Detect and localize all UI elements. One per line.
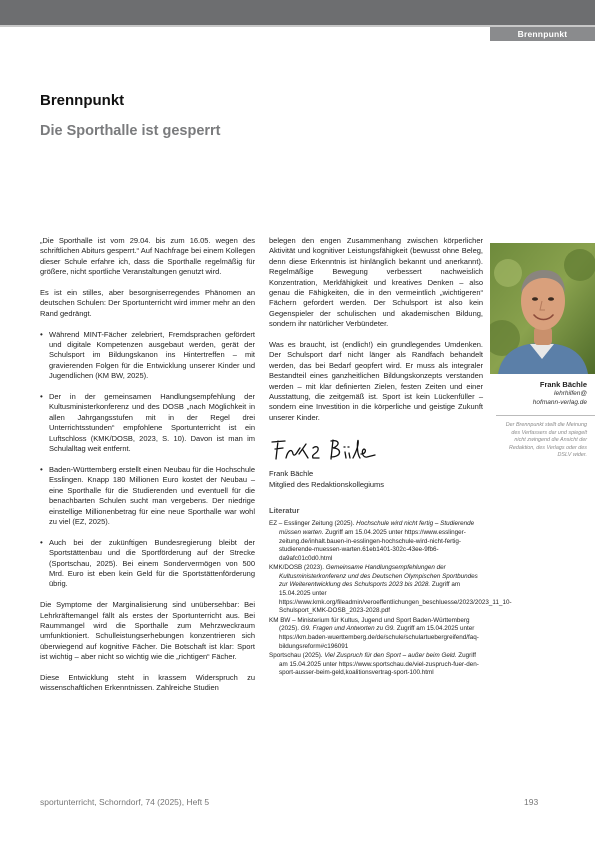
reference-item: EZ – Esslinger Zeitung (2025). Hochschule wird nicht fertig – Studierende müssen warten. Zugriff am 15.04.2025 unter https://www.esslinger-zeitung.de/inhalt.bauen-in-esslingen-hochschule-wird-nicht-fertig-studierende-muessen-warten.61eb1401-302c-43ee-9fb6-da9afc01c0d0.html	[269, 520, 475, 562]
author-signature-role: Mitglied des Redaktionskollegiums	[269, 479, 385, 489]
author-photo	[490, 243, 595, 374]
text-column-right	[269, 236, 512, 679]
author-sidebar	[490, 243, 595, 460]
paragraph: Diese Entwicklung steht in krassem Widerspruch zu wissenschaftlichen Erkenntnissen. Zahlreiche Studien	[40, 672, 255, 693]
references-heading: Literatur	[269, 505, 300, 515]
reference-item: Sportschau (2025). Viel Zuspruch für den Sport – außer beim Geld. Zugriff am 15.04.2025 unter https://www.sportschau.de/viel-zuspruch-fuer-den-sport-ausser-beim-geld,koalitionsvertrag-sport-100.html	[269, 652, 479, 677]
reference-item: KMK/DOSB (2023). Gemeinsame Handlungsempfehlungen der Kultusministerkonferenz und des Deutschen Olympischen Sportbundes zur Weiterentwicklung des Schulsports 2023 bis 2028. Zugriff am 15.04.2025 unter https://www.kmk.org/fileadmin/veroeffentlichungen_beschluesse/2023/2023_11_10-Schulsport_KMK-DOSB_2023-2028.pdf	[269, 564, 512, 615]
paragraph: Die Symptome der Marginalisierung sind unübersehbar: Bei Lehrkräftemangel fällt als erstes der Sportunterricht aus. Bei Raummangel wird die Sporthalle zum Mehrzweckraum umfunktioniert. Schulleistungserhebungen konzentrieren sich überwiegend auf kognitive Fächer. Die Botschaft ist klar: Sport ist wichtig – aber nicht so wichtig wie die „richtigen“ Fächer.	[40, 600, 255, 662]
paragraph: „Die Sporthalle ist vom 29.04. bis zum 16.05. wegen des schriftlichen Abiturs gesperrt.“ Auf Nachfrage bei einem Kollegen dieser Schule erfahre ich, dass die Sporthalle regelmäßig für größere, nicht sportliche Veranstaltungen genutzt wird.	[40, 236, 255, 277]
list-item: • Während MINT-Fächer zelebriert, Fremdsprachen gefördert und digitale Kompetenzen ausgebaut werden, gerät der Schulsport im Bildungskanon ins Hintertreffen – mit gravierenden Folgen für die Entwicklung unserer Kinder und Jugendlichen (KM BW, 2025).	[40, 330, 255, 382]
author-email-line-2: hofmann-verlag.de	[532, 399, 587, 406]
paragraph: Was es braucht, ist (endlich!) ein grundlegendes Umdenken. Der Schulsport darf nicht länger als Randfach behandelt werden, das bei Bedarf geopfert wird. Er muss als integraler Bestandteil eines ganzheitlichen Bildungskonzepts verstanden werden – mit klar definierten Zielen, festen Zeiten und einer Ausstattung, die zeitgemäß ist. Sport ist kein Lückenfüller – sondern eine Investition in die körperliche und geistige Zukunft unserer Kinder.	[269, 340, 483, 422]
article-title: Die Sporthalle ist gesperrt	[40, 123, 221, 139]
journal-citation: sportunterricht, Schorndorf, 74 (2025), Heft 5	[40, 797, 210, 807]
paragraph: belegen den engen Zusammenhang zwischen körperlicher Aktivität und kognitiver Leistungsfähigkeit (bewusst ohne Beleg, denn diese Erkenntnis ist hinlänglich bekannt und anerkannt). Regelmäßige Bewegung verbessert nachweislich Konzentration, Merkfähigkeit und kreatives Denken – also genau die Fähigkeiten, die in den vermeintlich „wichtigeren“ Fächern gefordert werden. Der Schulsport ist also kein Gegenspieler der schulischen und akademischen Bildung, sondern ihr natürlicher Verbündeter.	[269, 236, 483, 329]
list-item: • Der in der gemeinsamen Handlungsempfehlung der Kultusministerkonferenz und des DOSB „nach Möglichkeit in allen Jahrgangsstufen mit in der Regel drei Unterrichtsstunden“ empfohlene Sportunterricht ist ein Luftschloss (KMK/DOSB, 2023, S. 10). Davon ist man im Schulalltag weit entfernt.	[40, 392, 255, 454]
text-column-left	[40, 236, 255, 704]
signature-image	[269, 436, 389, 462]
reference-list	[269, 520, 512, 678]
header-bar	[0, 0, 595, 25]
section-tab: Brennpunkt	[490, 27, 595, 41]
bullet-list	[40, 330, 255, 590]
author-name: Frank Bächle	[539, 380, 587, 389]
page-number: 193	[524, 797, 539, 807]
paragraph: Es ist ein stilles, aber besorgniserregendes Phänomen an deutschen Schulen: Der Sportunterricht wird immer mehr an den Rand gedrängt.	[40, 288, 255, 318]
list-item: • Auch bei der zukünftigen Bundesregierung bleibt der Sportstättenbau und die Sportförderung auf der Strecke (Sportschau, 2025). Bei einem Sondervermögen von 500 Mrd. Euro ist eben kein Geld für die Sportstättenförderung übrig.	[40, 538, 255, 590]
reference-item: KM BW – Ministerium für Kultus, Jugend und Sport Baden-Württemberg (2025). G9. Fragen und Antworten zu G9. Zugriff am 15.04.2025 unter https://km.baden-wuerttemberg.de/de/schule/schulartuebergreifend/faq-bildungsreform#c196091	[269, 616, 479, 650]
author-signature-name: Frank Bächle	[269, 469, 314, 479]
list-item: • Baden-Württemberg erstellt einen Neubau für die Hochschule Esslingen. Knapp 180 Millionen Euro kostet der Neubau – eine Sporthalle für die Studierenden und eventuell für die benachbarten Schulen sucht man vergebens. Der niedrige einstellige Millionenbetrag für eine neue Sporthalle war wohl zu viel (EZ, 2025).	[40, 465, 255, 527]
page-title: Brennpunkt	[40, 92, 125, 109]
author-email-line-1: lehrhilfen@	[554, 390, 587, 397]
disclaimer-text: Der Brennpunkt stellt die Meinung des Verfassers dar und spiegelt nicht zwingend die Ansicht der Redaktion, des Verlags oder des DSLV wider.	[496, 415, 595, 460]
